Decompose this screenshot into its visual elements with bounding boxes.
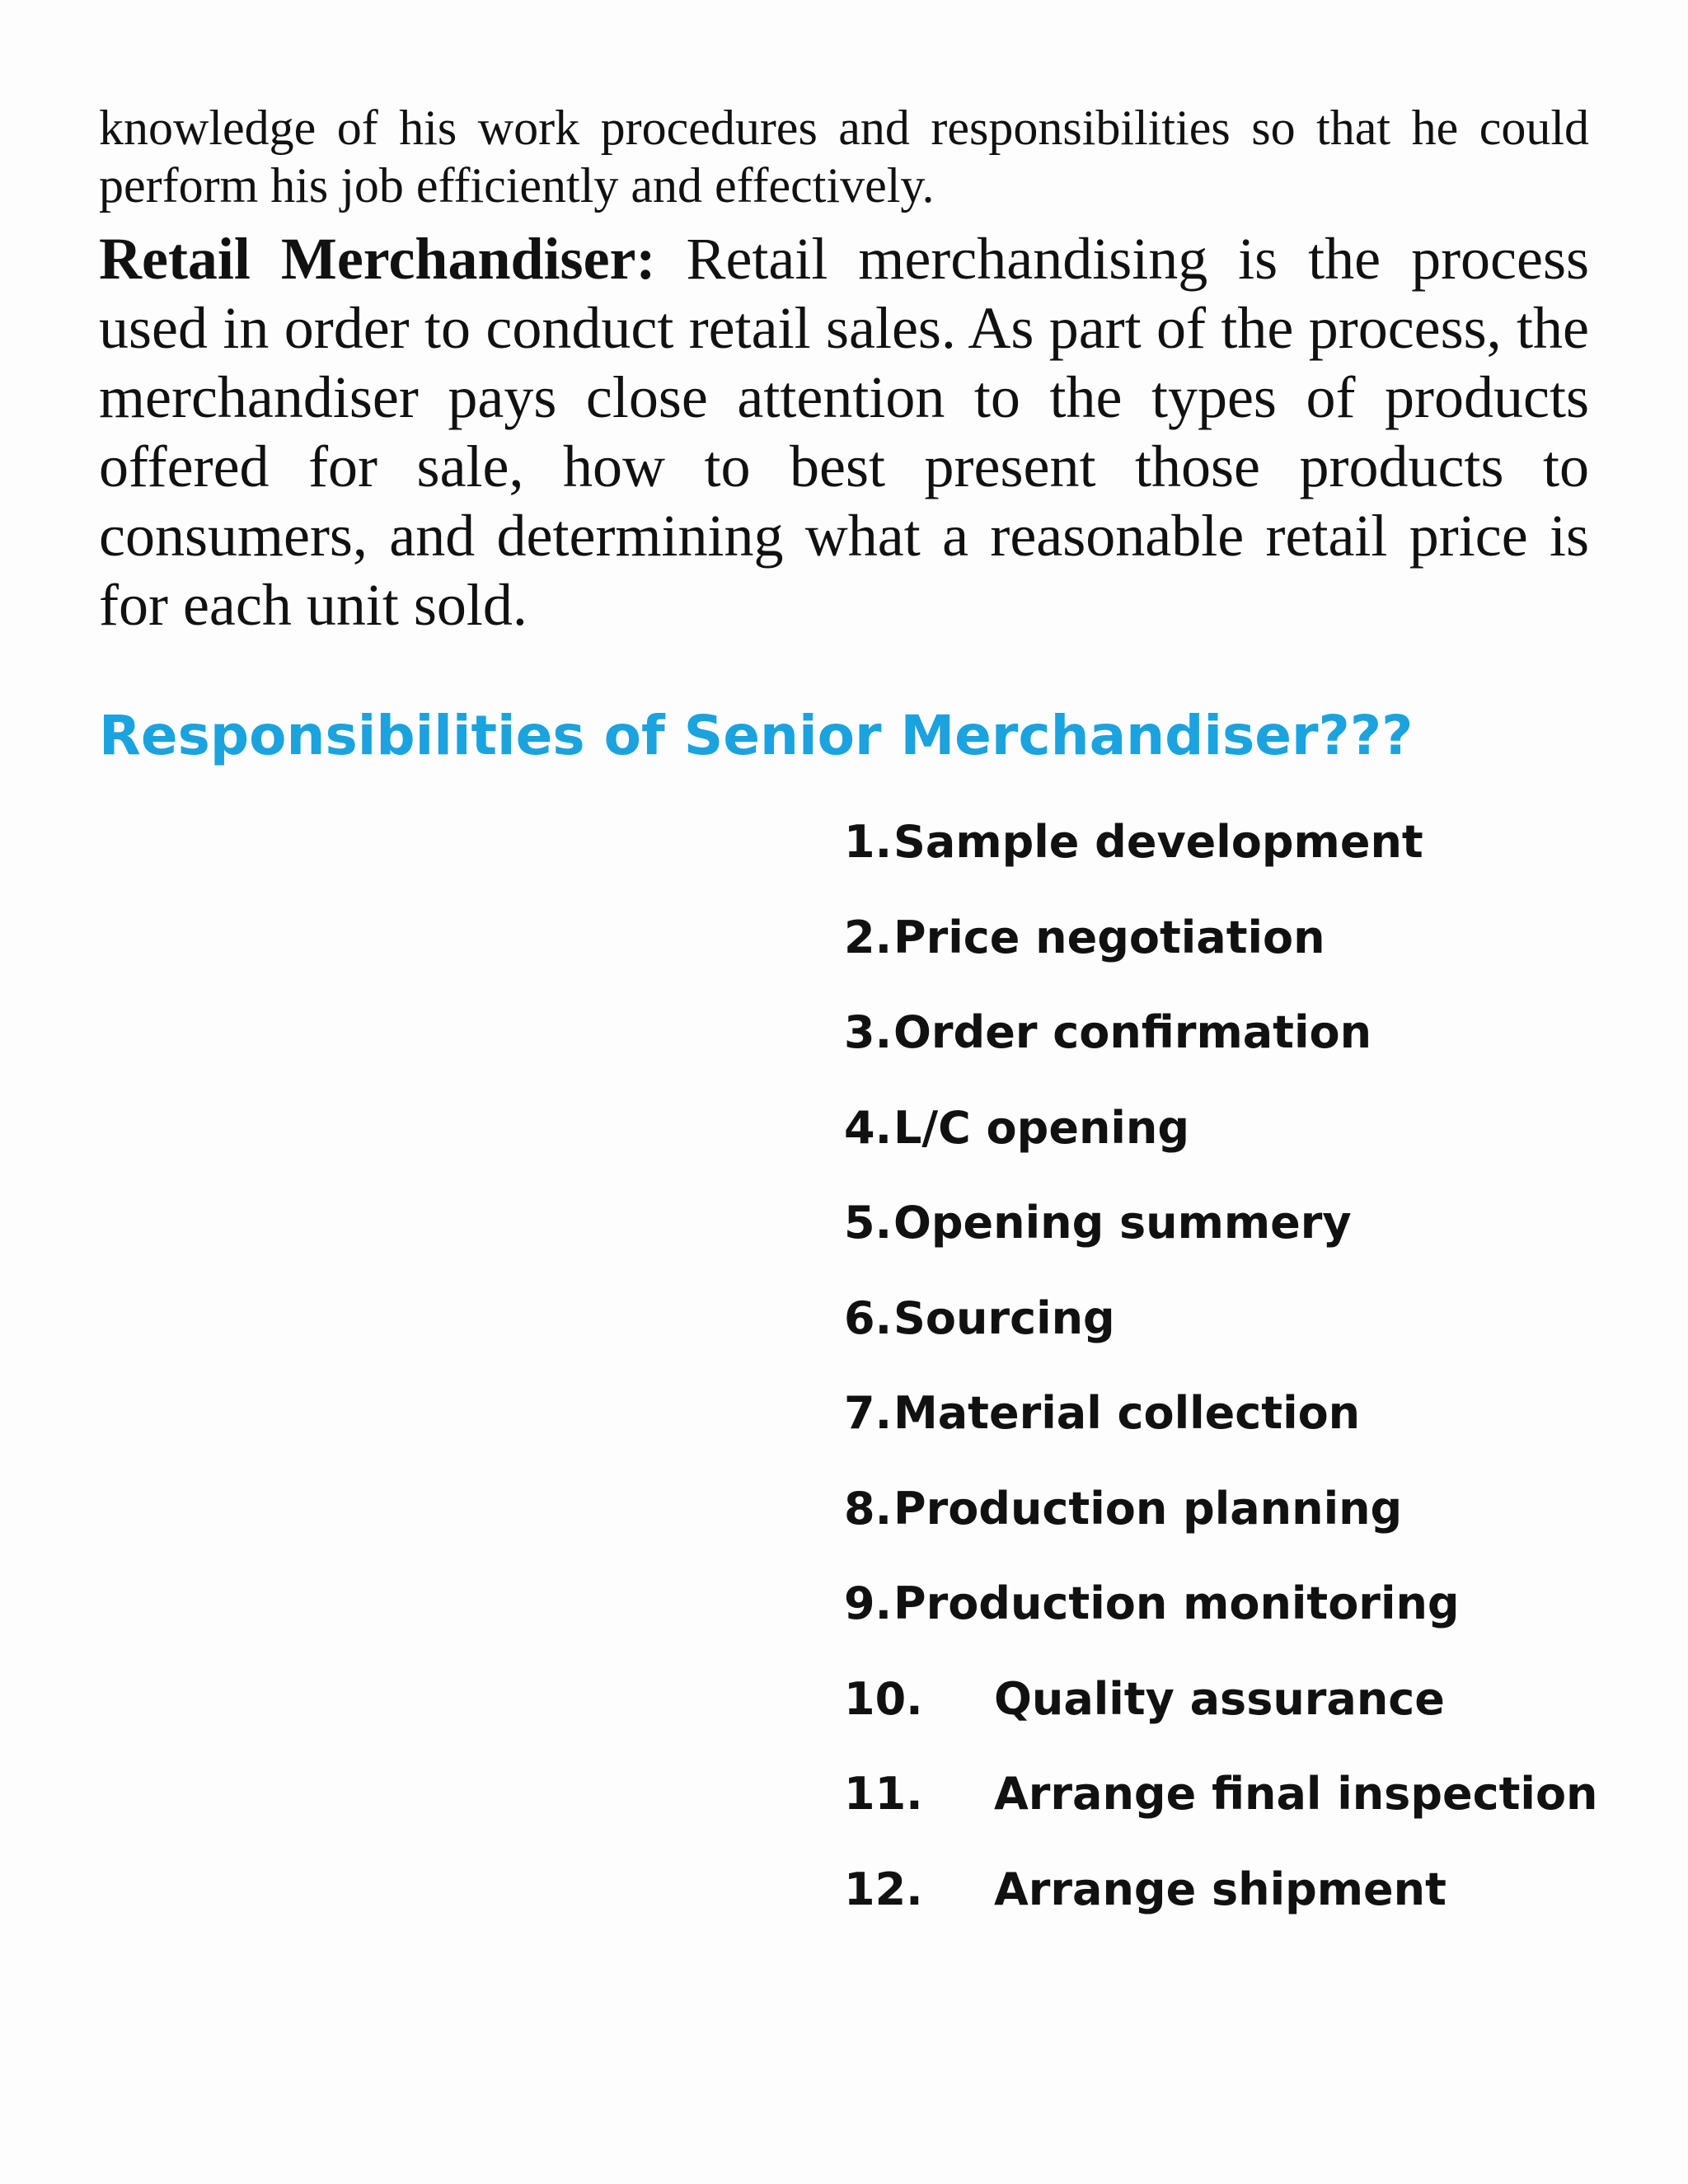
retail-merchandiser-paragraph [99, 224, 1589, 640]
list-item [844, 808, 1597, 903]
list-item-number: 5. [844, 1197, 893, 1249]
list-item [844, 1665, 1597, 1760]
list-item [844, 1569, 1597, 1665]
list-item-label: Price negotiation [893, 911, 1325, 963]
list-item-number: 10. [844, 1672, 923, 1725]
list-item-number: 4. [844, 1101, 893, 1154]
list-item-number: 6. [844, 1291, 893, 1344]
list-item-label: Material collection [893, 1387, 1361, 1439]
intro-paragraph: knowledge of his work procedures and responsibilities so that he could perform his job efficiently and effectively. [99, 101, 1589, 213]
list-item [844, 1379, 1597, 1474]
list-item [844, 1474, 1597, 1570]
list-item-label: Production monitoring [893, 1577, 1460, 1629]
list-item-label: Sourcing [893, 1291, 1115, 1344]
list-item-number: 2. [844, 911, 893, 963]
retail-merchandiser-term: Retail Merchandiser: [99, 226, 656, 292]
list-item [844, 1188, 1597, 1284]
list-item-label: Production planning [893, 1482, 1403, 1535]
list-item-label: Opening summery [893, 1197, 1352, 1249]
list-item [844, 1855, 1597, 1951]
list-item [844, 903, 1597, 999]
list-item-number: 11. [844, 1768, 923, 1820]
retail-merchandiser-definition: Retail merchandising is the process used in order to conduct retail sales. As part of the process, the merchandiser pays close attention to the types of products offered for sale, how to best present those products to consumers, and determining what a reasonable retail price is for each unit sold. [99, 226, 1590, 638]
list-item-label: Order confirmation [893, 1006, 1372, 1058]
list-item-label: Quality assurance [994, 1672, 1445, 1725]
list-item-number: 3. [844, 1006, 893, 1058]
responsibilities-heading: Responsibilities of Senior Merchandiser??? [99, 704, 1414, 767]
list-item-number: 7. [844, 1387, 893, 1439]
list-item-label: Sample development [893, 816, 1423, 868]
list-item [844, 998, 1597, 1094]
list-item [844, 1284, 1597, 1380]
list-item-number: 8. [844, 1482, 893, 1535]
list-item [844, 1094, 1597, 1189]
list-item-label: Arrange shipment [994, 1863, 1447, 1915]
list-item-number: 9. [844, 1577, 893, 1629]
list-item-number: 12. [844, 1863, 923, 1915]
list-item-label: Arrange final inspection [994, 1768, 1598, 1820]
list-item [844, 1760, 1597, 1855]
list-item-number: 1. [844, 816, 893, 868]
responsibilities-list [844, 808, 1597, 1950]
list-item-label: L/C opening [893, 1101, 1189, 1154]
